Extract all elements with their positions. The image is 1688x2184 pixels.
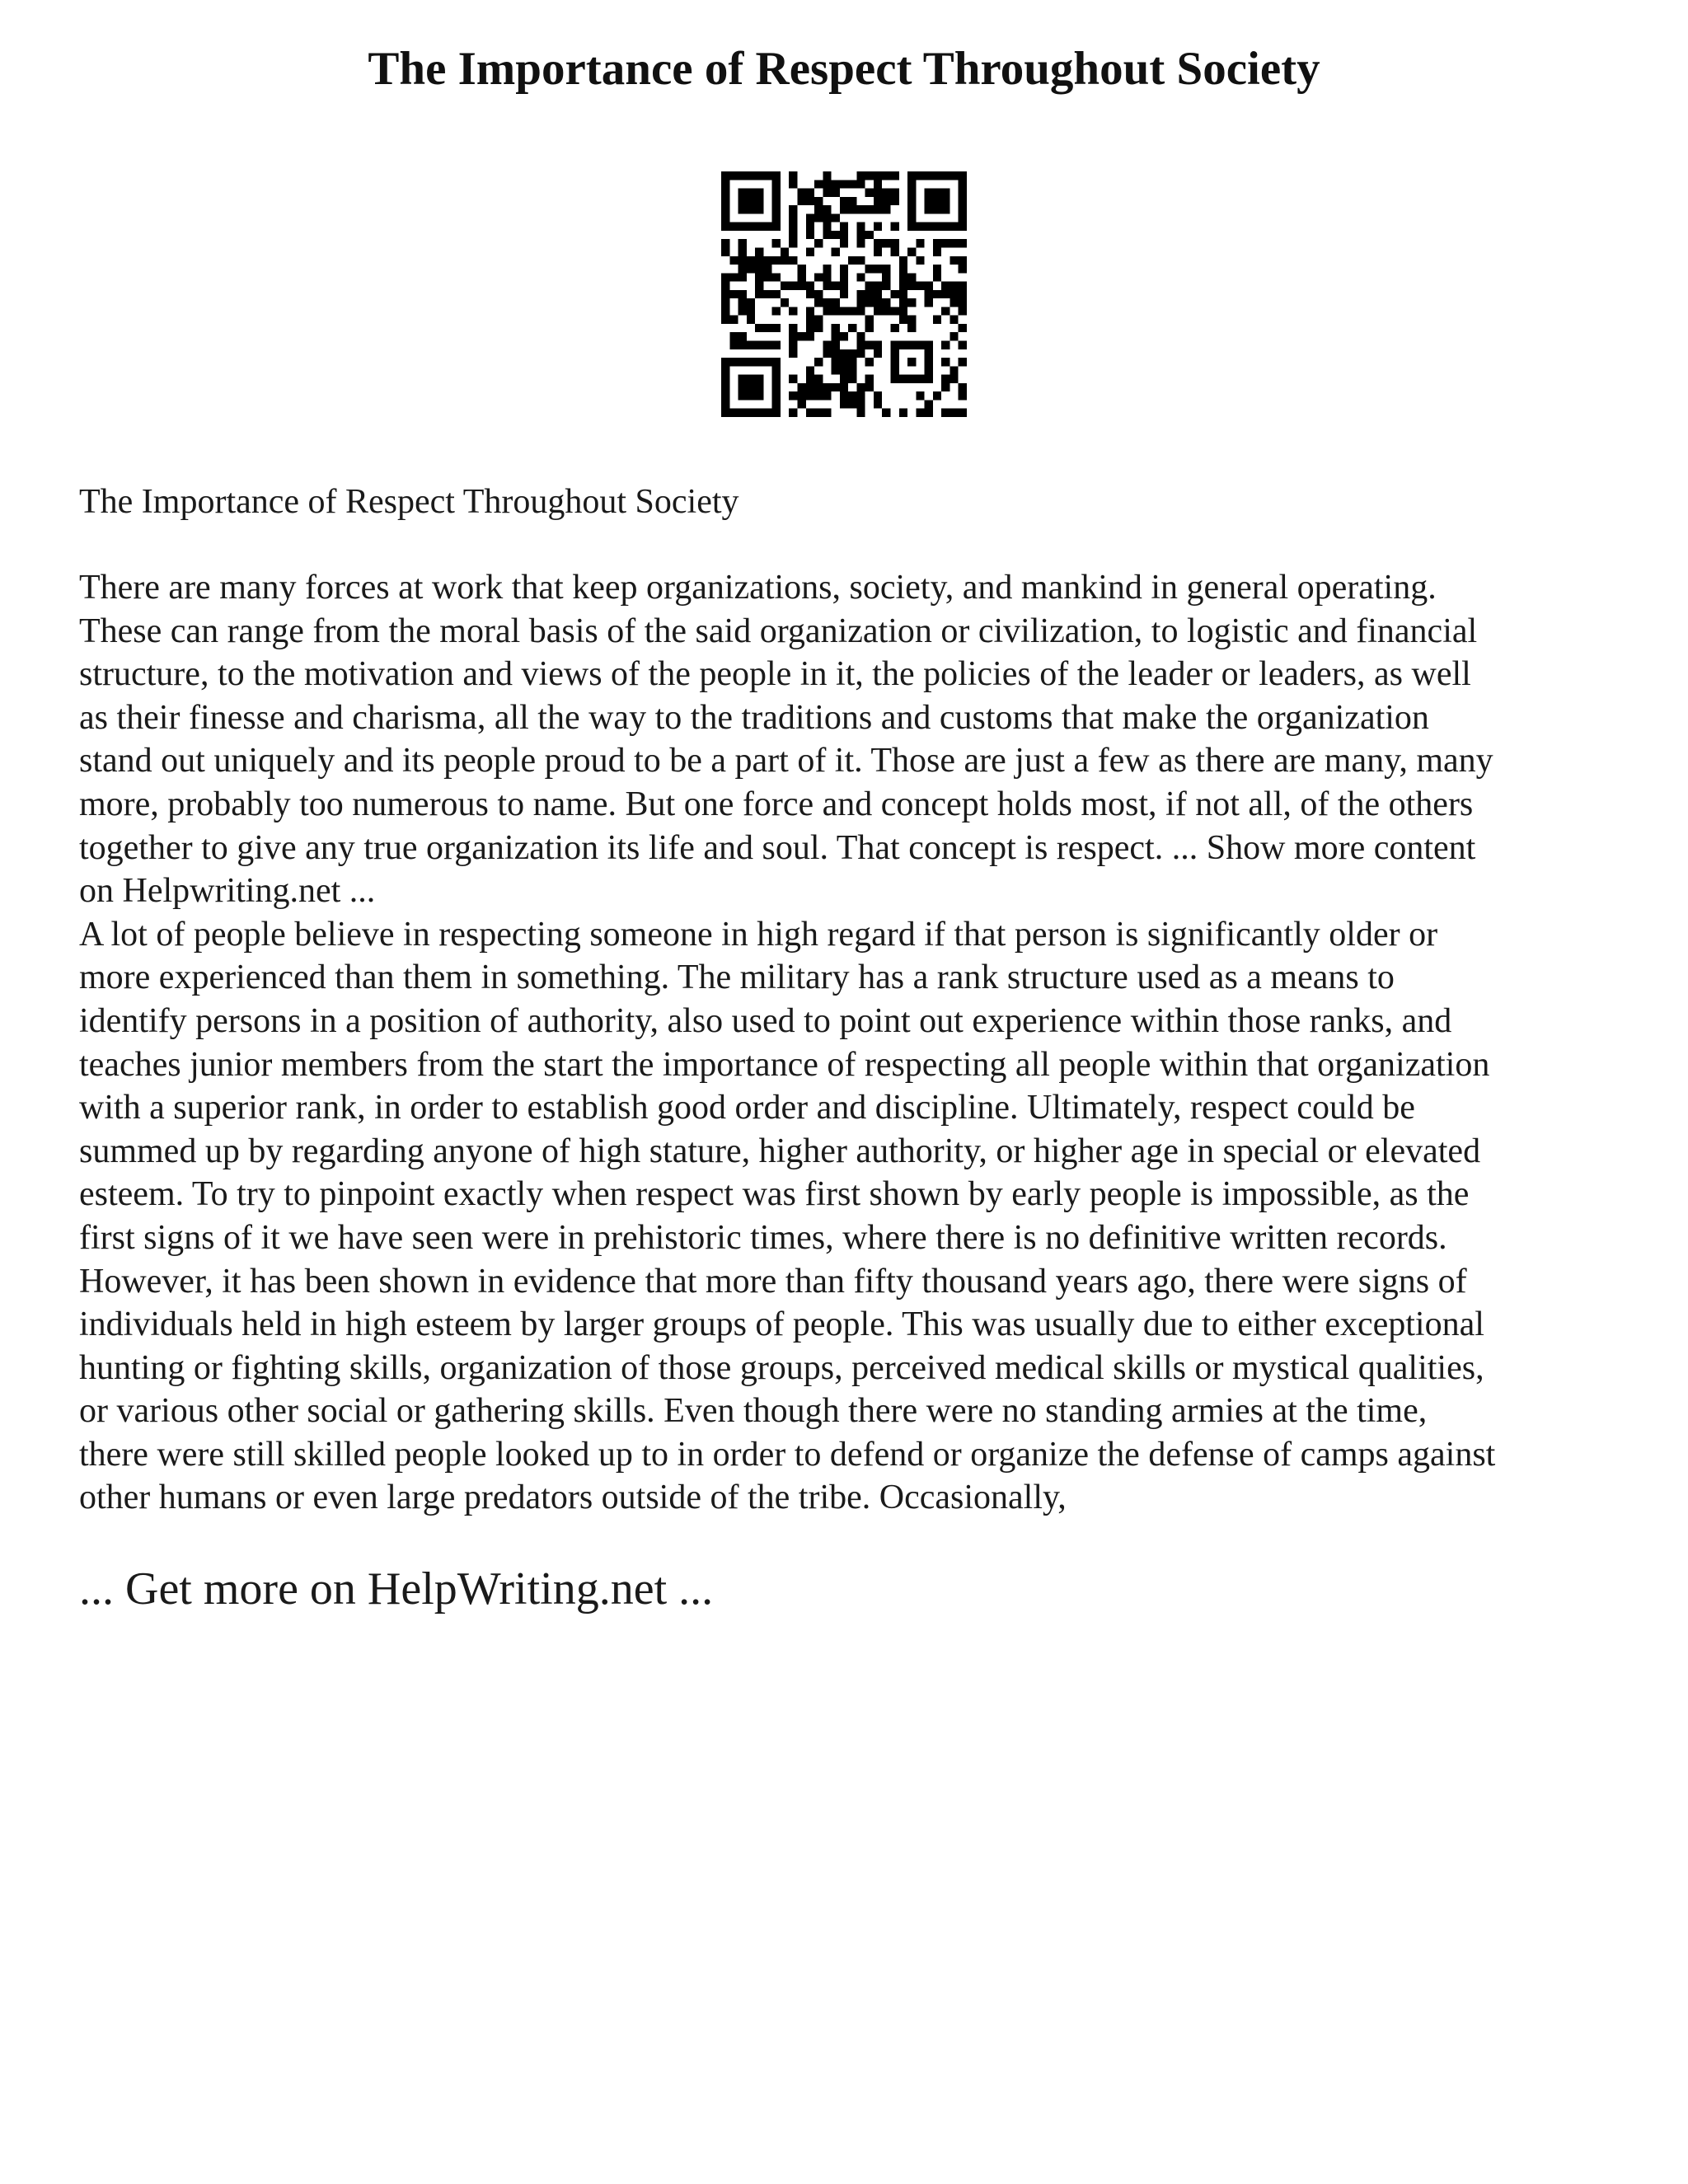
- text-line: These can range from the moral basis of the said organization or civilization, to logistic and financial: [79, 612, 1478, 650]
- text-line: individuals held in high esteem by larger groups of people. This was usually due to either exceptional: [79, 1305, 1484, 1344]
- paragraph-body: [79, 913, 1629, 1520]
- get-more-link[interactable]: ... Get more on HelpWriting.net ...: [79, 1563, 714, 1615]
- text-line: first signs of it we have seen were in prehistoric times, where there is no definitive written records.: [79, 1218, 1447, 1257]
- text-line: more experienced than them in something. The military has a rank structure used as a means to: [79, 958, 1395, 997]
- text-line: other humans or even large predators outside of the tribe. Occasionally,: [79, 1479, 1067, 1517]
- text-line: There are many forces at work that keep organizations, society, and mankind in general operating.: [79, 569, 1437, 607]
- text-line: However, it has been shown in evidence that more than fifty thousand years ago, there were signs of: [79, 1262, 1467, 1301]
- text-line: as their finesse and charisma, all the way to the traditions and customs that make the organization: [79, 698, 1429, 737]
- text-line: teaches junior members from the start the importance of respecting all people within that organization: [79, 1045, 1490, 1084]
- qr-code-icon: [721, 171, 967, 417]
- text-line: A lot of people believe in respecting someone in high regard if that person is significantly older or: [79, 915, 1438, 954]
- article-subtitle: The Importance of Respect Throughout Society: [79, 483, 739, 521]
- text-line: stand out uniquely and its people proud to be a part of it. Those are just a few as there are many, many: [79, 742, 1493, 780]
- text-line: esteem. To try to pinpoint exactly when respect was first shown by early people is impossible, as the: [79, 1175, 1470, 1214]
- text-line: with a superior rank, in order to establish good order and discipline. Ultimately, respect could be: [79, 1089, 1415, 1127]
- text-line: on Helpwriting.net ...: [79, 872, 376, 911]
- text-line: there were still skilled people looked up to in order to defend or organize the defense of camps against: [79, 1435, 1496, 1474]
- text-line: or various other social or gathering skills. Even though there were no standing armies at the time,: [79, 1392, 1428, 1431]
- document-title: The Importance of Respect Throughout Society: [368, 43, 1320, 95]
- text-line: together to give any true organization its life and soul. That concept is respect. ... Show more content: [79, 828, 1476, 867]
- text-line: identify persons in a position of authority, also used to point out experience within those ranks, and: [79, 1001, 1452, 1040]
- text-line: hunting or fighting skills, organization of those groups, perceived medical skills or mystical qualities,: [79, 1348, 1484, 1387]
- text-line: summed up by regarding anyone of high stature, higher authority, or higher age in special or elevated: [79, 1132, 1481, 1170]
- paragraph-intro: [79, 566, 1629, 913]
- text-line: structure, to the motivation and views of the people in it, the policies of the leader or leaders, as well: [79, 655, 1471, 694]
- article-body: [79, 480, 1629, 1520]
- text-line: more, probably too numerous to name. But one force and concept holds most, if not all, of the others: [79, 785, 1474, 823]
- spacer: [79, 523, 1629, 566]
